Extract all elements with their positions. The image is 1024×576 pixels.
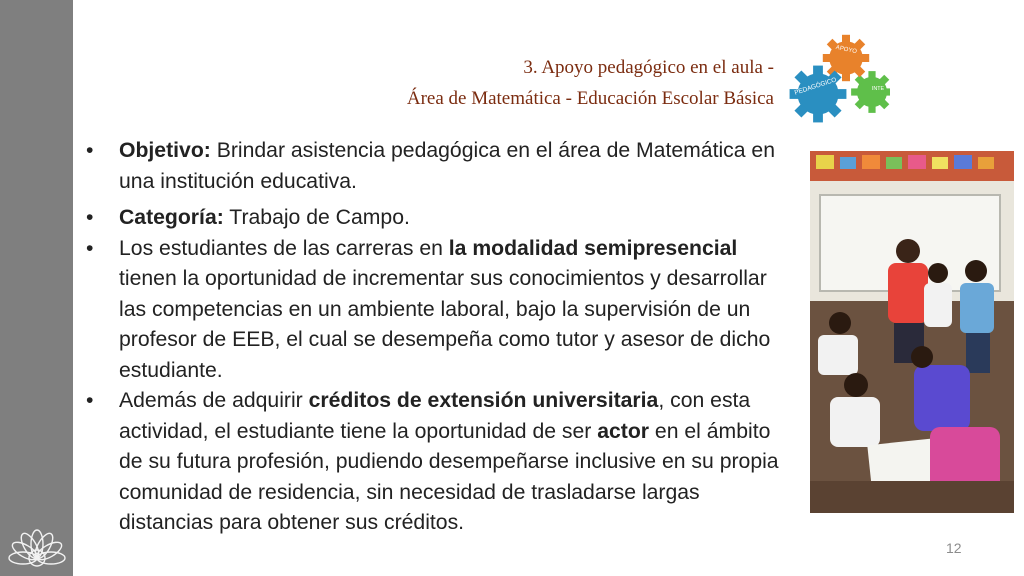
gear-label-pedagogico: PEDAGÓGICO [793,76,838,97]
bullet-creditos-pre: Además de adquirir [119,389,309,412]
gears-icon [786,30,890,126]
slide-title [407,52,774,114]
bullet-creditos-bold-actor: actor [597,419,650,443]
left-sidebar-band [0,0,73,576]
bullet-creditos-bold: créditos de extensión universitaria [308,389,659,412]
classroom-photo [810,151,1014,513]
bullet-categoria [86,203,791,234]
bullet-creditos-mid: , con esta actividad, el estudiante tiene la oportunidad de ser [119,389,751,443]
bullet-estudiantes-bold: la modalidad semipresencial [448,236,738,260]
bullet-categoria-label: Categoría: [119,206,224,229]
bullet-objetivo-text: Brindar asistencia pedagógica en el área de Matemática en una institución educativa. [119,139,775,193]
bullet-estudiantes [86,234,791,387]
bullet-categoria-text: Trabajo de Campo. [223,206,410,229]
university-logo-icon [2,518,72,576]
slide-title-line-1: 3. Apoyo pedagógico en el aula - [523,57,774,78]
gear-label-inte: INTE [871,86,885,92]
gear-label-apoyo: APOYO [835,44,858,56]
slide-title-line-2: Área de Matemática - Educación Escolar Básica [406,88,774,109]
bullet-objetivo-label: Objetivo: [119,139,211,162]
bullet-list [86,136,791,539]
bullet-objetivo [86,136,791,197]
page-number: 12 [946,540,962,556]
bullet-estudiantes-post: tienen la oportunidad de incrementar sus conocimientos y desarrollar las competencias en un ambiente laboral, bajo la supervisión de un profesor de EEB, el cual se desempeña como tutor y asesor de dicho estudiante. [119,267,771,382]
bullet-creditos [86,386,791,539]
bullet-creditos-post: en el ámbito de su futura profesión, pudiendo desempeñarse inclusive en su propia comunidad de residencia, sin necesidad de trasladarse largas distancias para obtener sus créditos. [119,419,779,534]
bullet-estudiantes-pre: Los estudiantes de las carreras en [119,236,449,260]
